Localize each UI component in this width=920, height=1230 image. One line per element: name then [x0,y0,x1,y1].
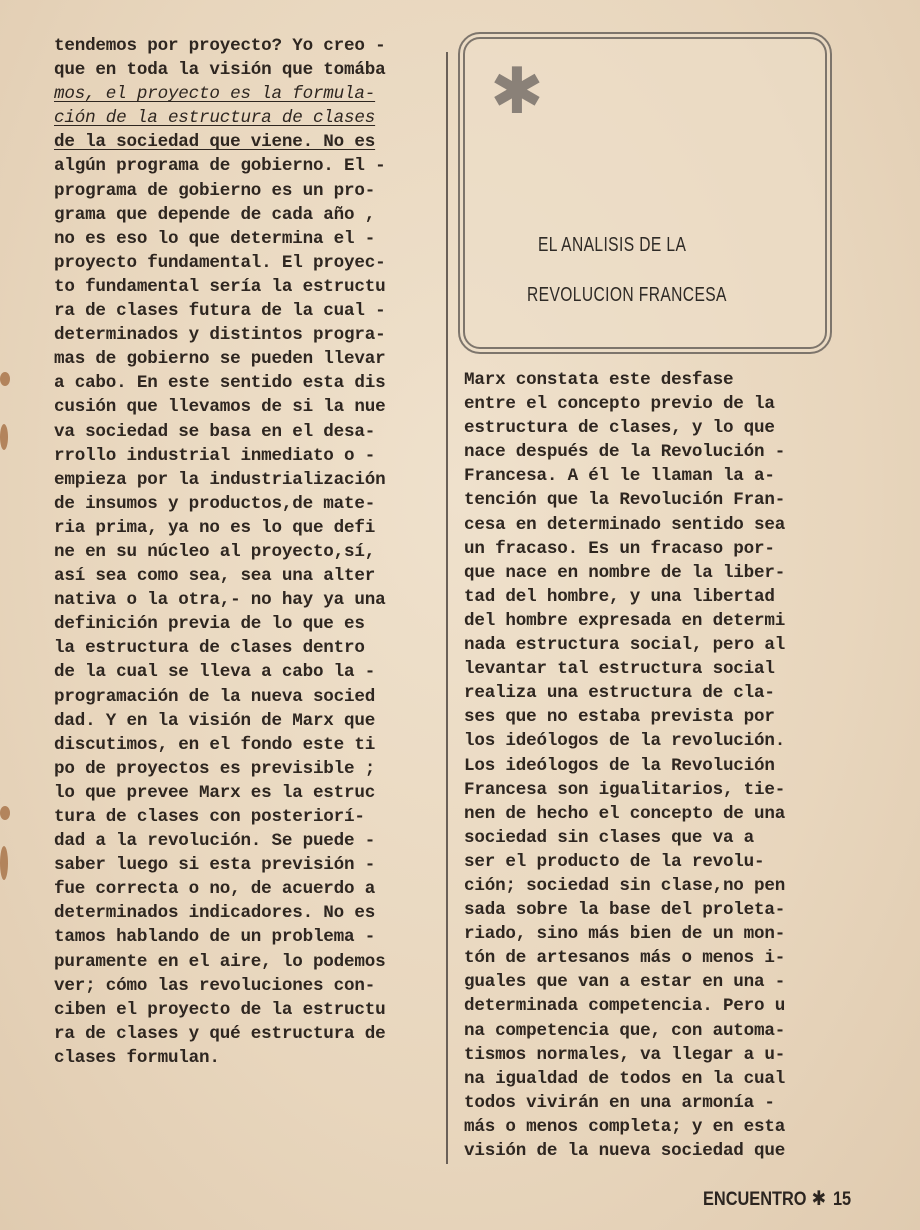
text-line: puramente en el aire, lo podemos [54,951,386,972]
text-line: programación de la nueva socied [54,686,376,707]
text-line: lo que prevee Marx es la estruc [54,782,376,803]
text-line: va sociedad se basa en el desa- [54,421,376,442]
text-line: así sea como sea, sea una alter [54,566,376,587]
text-line: ra de clases futura de la cual - [54,301,386,322]
section-title-line-2: REVOLUCION FRANCESA [527,284,727,306]
text-line: tamos hablando de un problema - [54,927,376,948]
text-line: visión de la nueva sociedad que [464,1141,786,1161]
text-line: programa de gobierno es un pro- [54,180,376,201]
margin-stain [0,372,10,386]
text-line: nen de hecho el concepto de una [464,803,786,824]
text-line: na competencia que, con automa- [464,1020,786,1041]
text-line: discutimos, en el fondo este ti [54,734,376,755]
margin-stain [0,846,8,880]
text-line: mas de gobierno se pueden llevar [54,349,386,370]
text-line: ción de la estructura de clases [54,108,376,129]
text-line: to fundamental sería la estructu [54,276,386,297]
text-line: nada estructura social, pero al [464,635,786,656]
text-line: determinados y distintos progra- [54,325,386,346]
text-line: definición previa de lo que es [54,614,365,635]
text-line: algún programa de gobierno. El - [54,156,386,177]
text-line: a cabo. En este sentido esta dis [54,373,386,394]
text-line: Los ideólogos de la Revolución [464,755,775,776]
text-line: cusión que llevamos de si la nue [54,397,386,418]
text-line: rrollo industrial inmediato o - [54,445,376,466]
margin-stain [0,424,8,450]
text-line: empieza por la industrialización [54,469,386,490]
text-line: ria prima, ya no es lo que defi [54,517,376,538]
text-line: los ideólogos de la revolución. [464,731,786,752]
text-line: que nace en nombre de la liber- [464,562,786,583]
text-line: tismos normales, va llegar a u- [464,1044,786,1065]
text-line: tención que la Revolución Fran- [464,490,786,511]
text-line: determinados indicadores. No es [54,903,376,924]
text-line: no es eso lo que determina el - [54,228,376,249]
section-title-line-1: EL ANALISIS DE LA [538,234,687,256]
text-line: más o menos completa; y en esta [464,1116,786,1137]
text-line: ciben el proyecto de la estructu [54,999,386,1020]
text-line: tad del hombre, y una libertad [464,586,775,607]
text-line: sociedad sin clases que va a [464,827,755,848]
text-line: na igualdad de todos en la cual [464,1068,786,1089]
text-line: tón de artesanos más o menos i- [464,948,786,969]
text-line: que en toda la visión que tomába [54,60,386,81]
page-number: 15 [832,1189,852,1210]
text-line: riado, sino más bien de un mon- [464,924,786,945]
text-line: ses que no estaba prevista por [464,707,775,728]
text-line: po de proyectos es previsible ; [54,758,376,779]
text-line: dad a la revolución. Se puede - [54,831,376,852]
text-line: ción; sociedad sin clase,no pen [464,875,786,896]
text-line: ser el producto de la revolu- [464,851,765,872]
text-line: Francesa. A él le llaman la a- [464,466,775,487]
text-line: ver; cómo las revoluciones con- [54,975,376,996]
text-line: un fracaso. Es un fracaso por- [464,538,775,559]
text-line: dad. Y en la visión de Marx que [54,710,376,731]
text-line: guales que van a estar en una - [464,972,786,993]
text-line: nativa o la otra,- no hay ya una [54,590,386,611]
text-line: del hombre expresada en determi [464,610,786,631]
text-line: mos, el proyecto es la formula- [54,84,376,105]
text-line: nace después de la Revolución - [464,442,786,463]
asterisk-ornament-icon: ✱ [490,55,544,129]
text-line: de la cual se lleva a cabo la - [54,662,376,683]
left-column-text [54,34,439,1070]
text-line: la estructura de clases dentro [54,638,365,659]
text-line: de insumos y productos,de mate- [54,493,376,514]
text-line: tura de clases con posteriorí- [54,807,365,827]
text-line: entre el concepto previo de la [464,394,775,415]
text-line: realiza una estructura de cla- [464,683,775,704]
text-line: sada sobre la base del proleta- [464,900,786,921]
text-line: ra de clases y qué estructura de [54,1023,386,1044]
text-line: proyecto fundamental. El proyec- [54,252,386,273]
column-divider [446,52,448,1164]
text-line: clases formulan. [54,1047,220,1068]
right-column-text [464,368,844,1163]
page-footer [703,1186,851,1211]
text-line: ne en su núcleo al proyecto,sí, [54,541,376,562]
text-line: determinada competencia. Pero u [464,996,786,1017]
star-icon: ✱ [811,1188,827,1210]
text-line: estructura de clases, y lo que [464,418,775,439]
text-line: fue correcta o no, de acuerdo a [54,879,376,900]
text-line: Francesa son igualitarios, tie- [464,779,786,800]
text-line: Marx constata este desfase [464,370,734,390]
text-line: todos vivirán en una armonía - [464,1092,775,1113]
magazine-name: ENCUENTRO [703,1189,807,1210]
text-line: cesa en determinado sentido sea [464,514,786,535]
margin-stain [0,806,10,820]
text-line: tendemos por proyecto? Yo creo - [54,36,386,56]
text-line: saber luego si esta previsión - [54,855,376,876]
text-line: grama que depende de cada año , [54,204,376,225]
text-line: de la sociedad que viene. No es [54,132,376,153]
text-line: levantar tal estructura social [464,659,775,680]
